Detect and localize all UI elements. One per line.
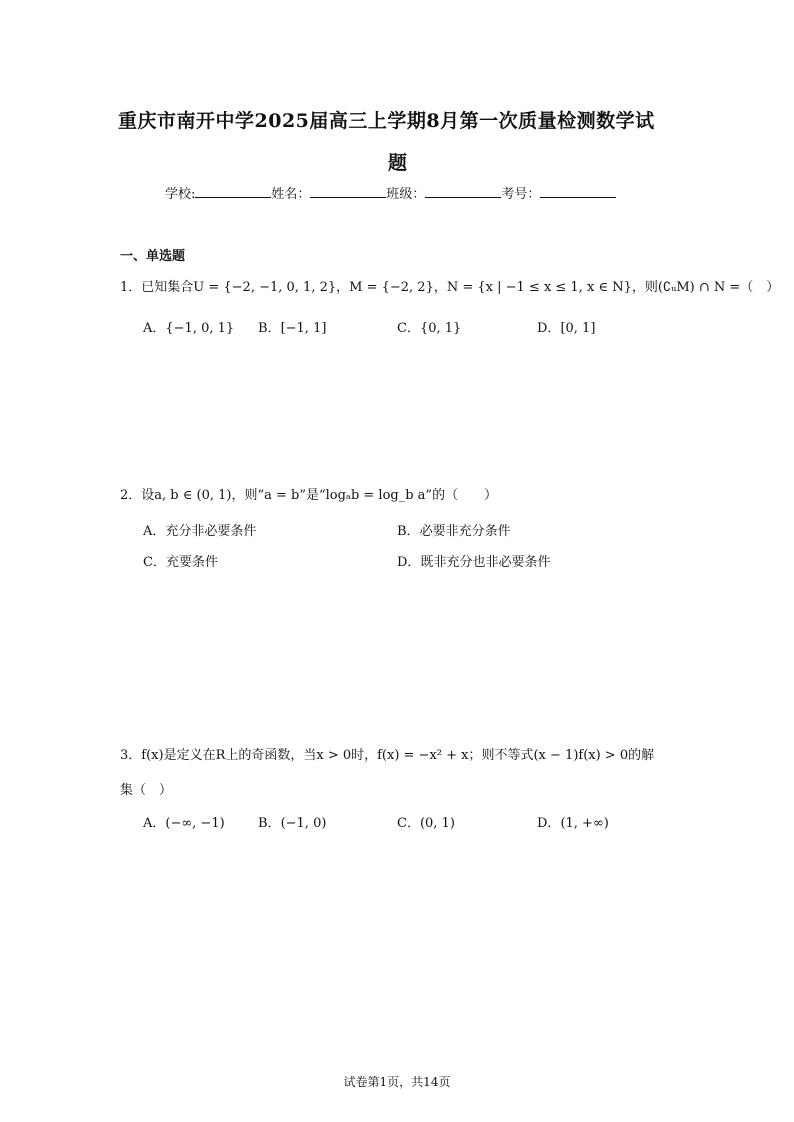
q2-option-d xyxy=(397,551,550,570)
q2-option-b xyxy=(397,520,511,539)
name-blank xyxy=(310,185,386,198)
option-label: B． xyxy=(397,524,420,539)
q1-option-b xyxy=(258,317,326,336)
option-label: B． xyxy=(258,816,281,831)
option-label: D． xyxy=(537,321,561,336)
q3-option-b xyxy=(258,812,326,831)
exam-number-blank xyxy=(540,185,616,198)
q2-option-a xyxy=(143,520,256,539)
page-title-line2: 题 xyxy=(388,152,408,174)
question-1-text: 已知集合U = {−2, −1, 0, 1, 2}，M = {−2, 2}，N = {x | −1 ≤ x ≤ 1, x ∈ N}，则(∁ᵤM) ∩ N =（ ） xyxy=(141,280,780,295)
option-text: (0, 1) xyxy=(419,816,455,831)
option-label: D． xyxy=(397,555,421,570)
q2-option-c xyxy=(143,551,218,570)
option-label: A． xyxy=(143,321,166,336)
q3-option-c xyxy=(397,812,455,831)
page-footer: 试卷第1页，共14页 xyxy=(343,1075,451,1089)
option-text: (1, +∞) xyxy=(560,816,609,831)
name-label: 姓名： xyxy=(271,187,311,202)
q1-option-a xyxy=(143,317,234,336)
school-label: 学校: xyxy=(165,187,196,202)
option-text: 充要条件 xyxy=(165,555,218,570)
question-2 xyxy=(120,484,497,503)
option-text: [−1, 1] xyxy=(280,321,327,336)
option-text: 既非充分也非必要条件 xyxy=(420,555,551,570)
question-1-number: 1． xyxy=(120,280,142,295)
section-heading: 一、单选题 xyxy=(120,249,186,264)
school-blank xyxy=(195,185,271,198)
option-text: [0, 1] xyxy=(560,321,596,336)
q1-option-d xyxy=(537,317,595,336)
q3-option-d xyxy=(537,812,609,831)
option-text: {−1, 0, 1} xyxy=(165,321,235,336)
option-label: B． xyxy=(258,321,281,336)
option-label: C． xyxy=(397,816,420,831)
question-2-number: 2． xyxy=(120,488,142,503)
question-2-text: 设a, b ∈ (0, 1)，则“a = b”是“logₐb = log_b a”的（ ） xyxy=(141,488,498,503)
question-3-line2 xyxy=(120,779,172,798)
q1-option-c xyxy=(397,317,461,336)
page-title-line1: 重庆市南开中学2025届高三上学期8月第一次质量检测数学试 xyxy=(118,110,655,132)
question-3-line1 xyxy=(120,744,654,763)
q3-option-a xyxy=(143,812,225,831)
class-blank xyxy=(425,185,501,198)
option-label: D． xyxy=(537,816,561,831)
option-label: C． xyxy=(143,555,166,570)
question-1 xyxy=(120,276,779,295)
option-text: 充分非必要条件 xyxy=(165,524,257,539)
question-3-text-line2: 集（ ） xyxy=(120,783,173,798)
class-label: 班级： xyxy=(386,187,426,202)
question-3-text-line1: f(x)是定义在R上的奇函数，当x > 0时，f(x) = −x² + x；则不等式(x − 1)f(x) > 0的解 xyxy=(141,748,655,763)
question-3-number: 3． xyxy=(120,748,142,763)
option-text: (−1, 0) xyxy=(280,816,327,831)
option-label: C． xyxy=(397,321,420,336)
option-text: 必要非充分条件 xyxy=(419,524,511,539)
student-info-row xyxy=(165,183,616,202)
option-text: (−∞, −1) xyxy=(165,816,225,831)
option-label: A． xyxy=(143,524,166,539)
option-label: A． xyxy=(143,816,166,831)
exam-number-label: 考号： xyxy=(501,187,541,202)
option-text: {0, 1} xyxy=(419,321,462,336)
